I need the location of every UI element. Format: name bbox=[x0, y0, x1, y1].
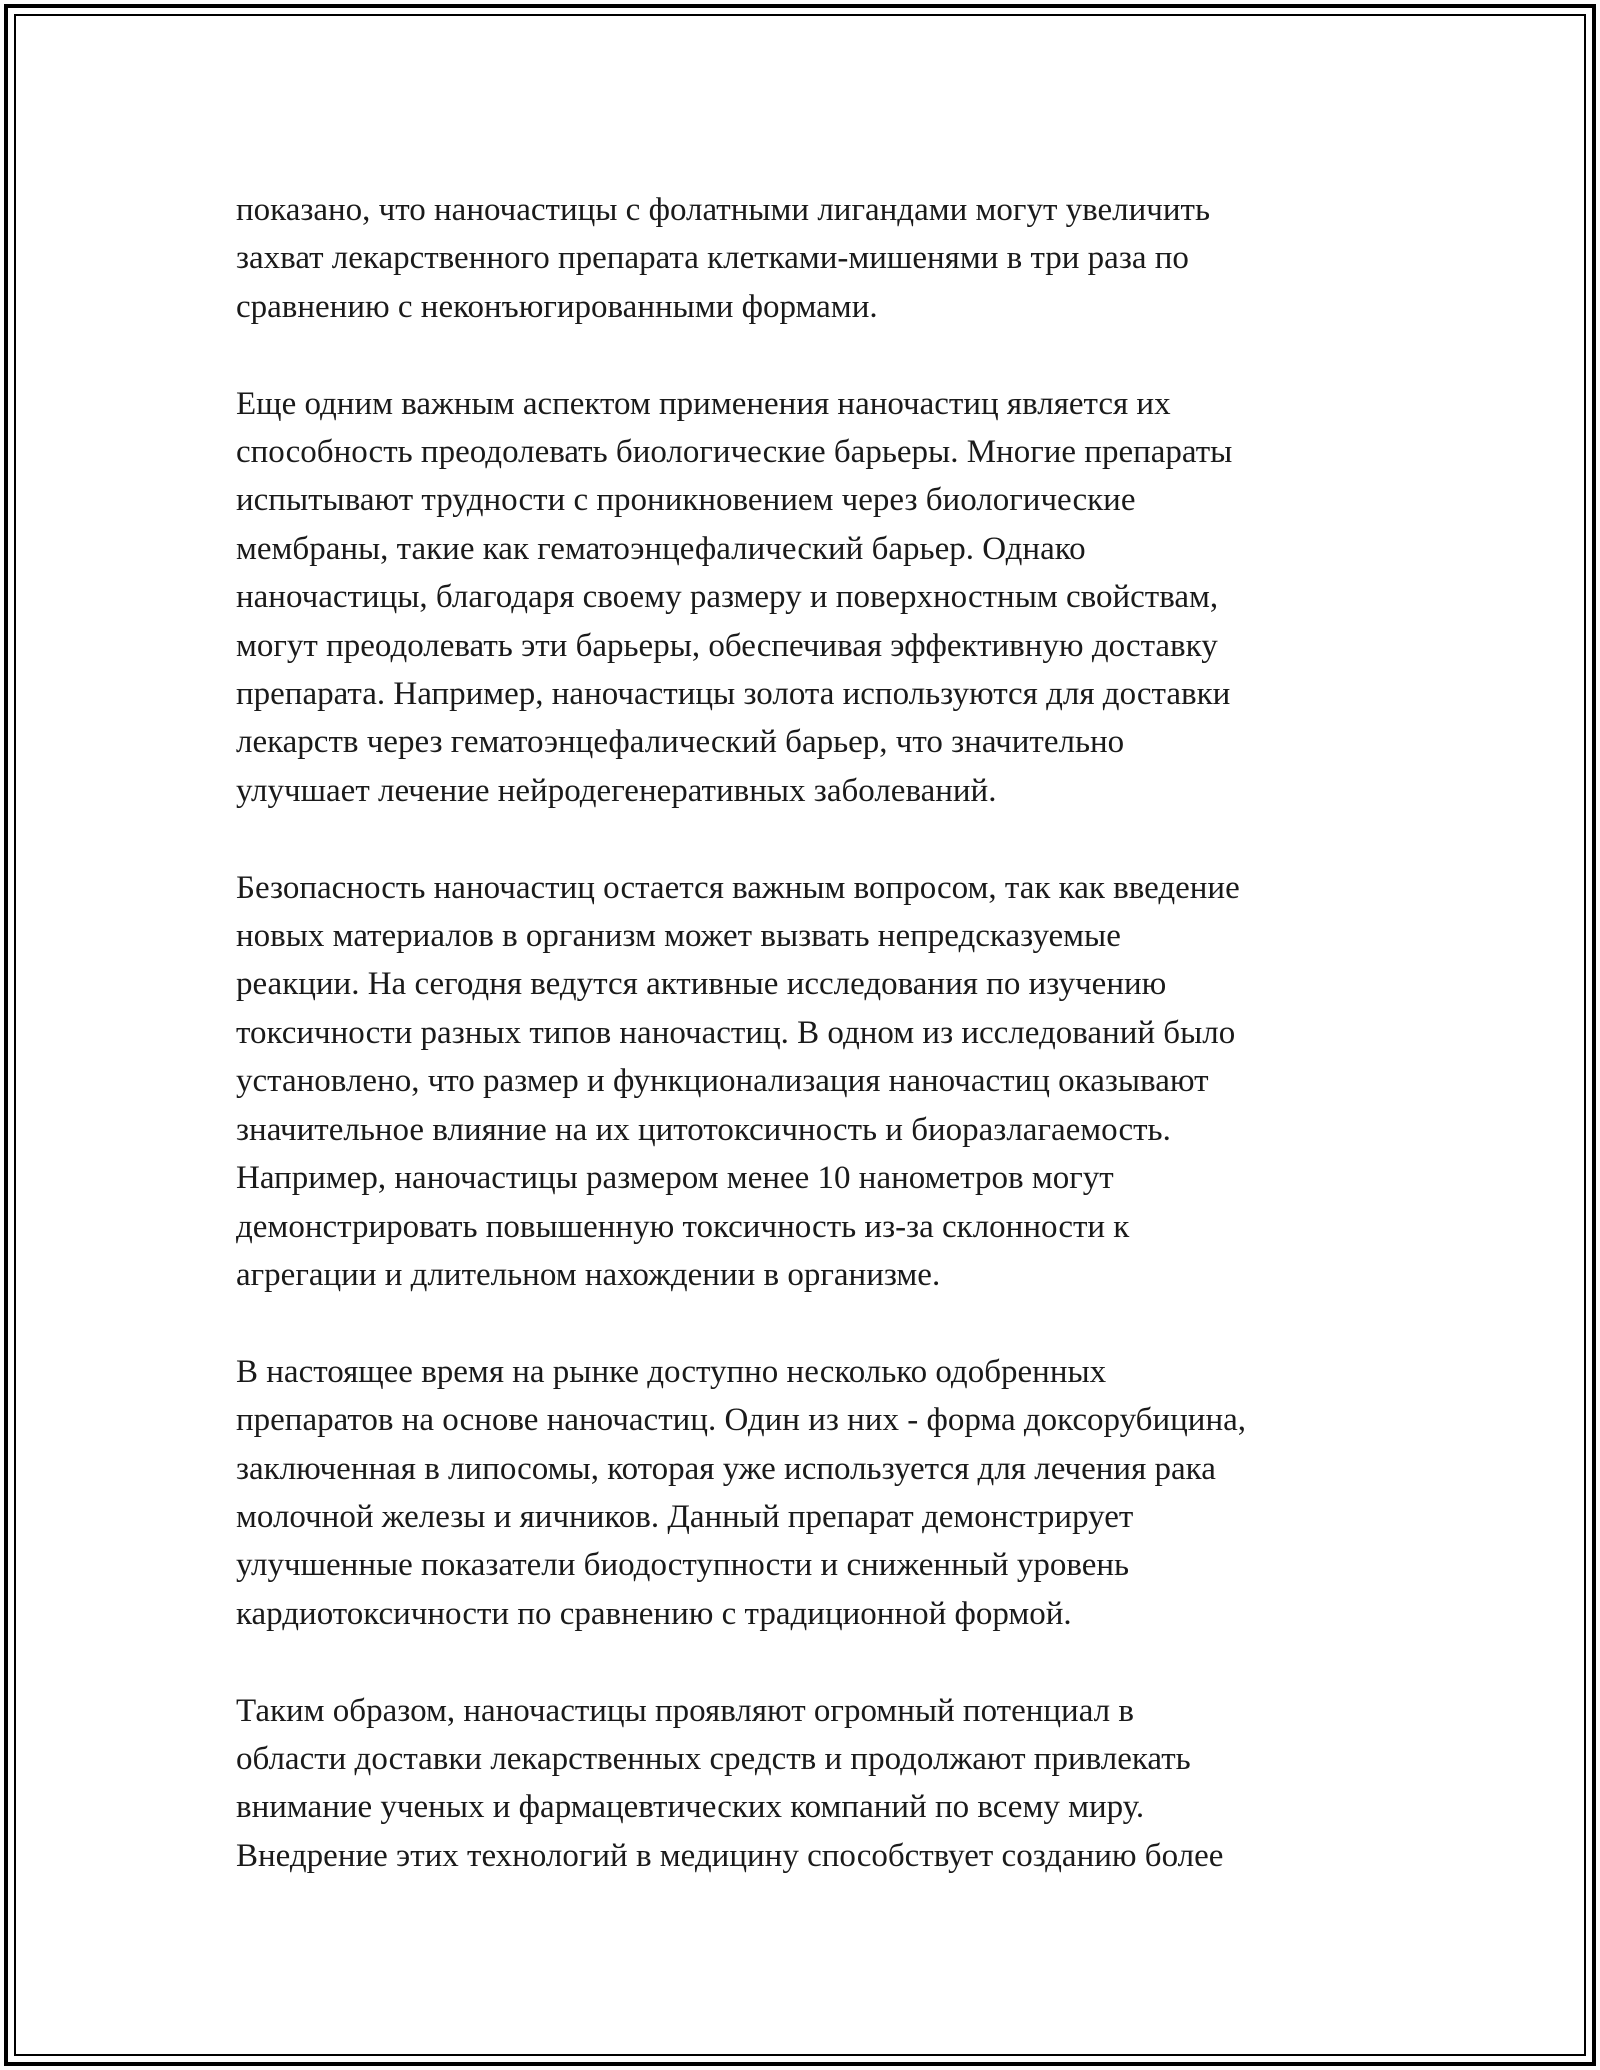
text-line: токсичности разных типов наночастиц. В одном из исследований было bbox=[236, 1014, 1236, 1051]
paragraph bbox=[236, 186, 1386, 331]
text-line: установлено, что размер и функционализация наночастиц оказывают bbox=[236, 1063, 1209, 1100]
text-line: улучшает лечение нейродегенеративных заболеваний. bbox=[236, 772, 997, 809]
document-body bbox=[236, 186, 1386, 1929]
text-line: реакции. На сегодня ведутся активные исследования по изучению bbox=[236, 966, 1167, 1003]
text-line: В настоящее время на рынке доступно несколько одобренных bbox=[236, 1353, 1107, 1390]
text-line: мембраны, такие как гематоэнцефалический барьер. Однако bbox=[236, 530, 1086, 567]
text-line: новых материалов в организм может вызвать непредсказуемые bbox=[236, 918, 1121, 955]
text-line: могут преодолевать эти барьеры, обеспечивая эффективную доставку bbox=[236, 627, 1218, 664]
text-line: Безопасность наночастиц остается важным вопросом, так как введение bbox=[236, 869, 1240, 906]
text-line: Например, наночастицы размером менее 10 нанометров могут bbox=[236, 1160, 1114, 1197]
text-line: демонстрировать повышенную токсичность из-за склонности к bbox=[236, 1208, 1130, 1245]
paragraph bbox=[236, 1687, 1386, 1881]
text-line: препарата. Например, наночастицы золота используются для доставки bbox=[236, 676, 1231, 713]
text-line: области доставки лекарственных средств и продолжают привлекать bbox=[236, 1740, 1191, 1777]
text-line: лекарств через гематоэнцефалический барьер, что значительно bbox=[236, 724, 1125, 761]
text-line: внимание ученых и фармацевтических компаний по всему миру. bbox=[236, 1789, 1145, 1826]
text-line: показано, что наночастицы с фолатными лигандами могут увеличить bbox=[236, 192, 1211, 228]
text-line: агрегации и длительном нахождении в организме. bbox=[236, 1256, 941, 1293]
paragraph bbox=[236, 864, 1386, 1300]
paragraph bbox=[236, 380, 1386, 816]
text-line: кардиотоксичности по сравнению с традиционной формой. bbox=[236, 1595, 1072, 1632]
text-line: наночастицы, благодаря своему размеру и поверхностным свойствам, bbox=[236, 579, 1219, 616]
text-line: Еще одним важным аспектом применения наночастиц является их bbox=[236, 385, 1171, 422]
text-line: захват лекарственного препарата клетками-мишенями в три раза по bbox=[236, 240, 1189, 277]
text-line: препаратов на основе наночастиц. Один из них - форма доксорубицина, bbox=[236, 1402, 1246, 1439]
paragraph bbox=[236, 1348, 1386, 1638]
text-line: способность преодолевать биологические барьеры. Многие препараты bbox=[236, 434, 1233, 471]
text-line: Внедрение этих технологий в медицину способствует созданию более bbox=[236, 1837, 1224, 1874]
text-line: Таким образом, наночастицы проявляют огромный потенциал в bbox=[236, 1692, 1134, 1729]
text-line: улучшенные показатели биодоступности и сниженный уровень bbox=[236, 1547, 1130, 1584]
text-line: молочной железы и яичников. Данный препарат демонстрирует bbox=[236, 1498, 1134, 1535]
text-line: испытывают трудности с проникновением через биологические bbox=[236, 482, 1136, 519]
text-line: заключенная в липосомы, которая уже используется для лечения рака bbox=[236, 1450, 1216, 1487]
text-line: сравнению с неконъюгированными формами. bbox=[236, 288, 878, 325]
text-line: значительное влияние на их цитотоксичность и биоразлагаемость. bbox=[236, 1111, 1171, 1148]
